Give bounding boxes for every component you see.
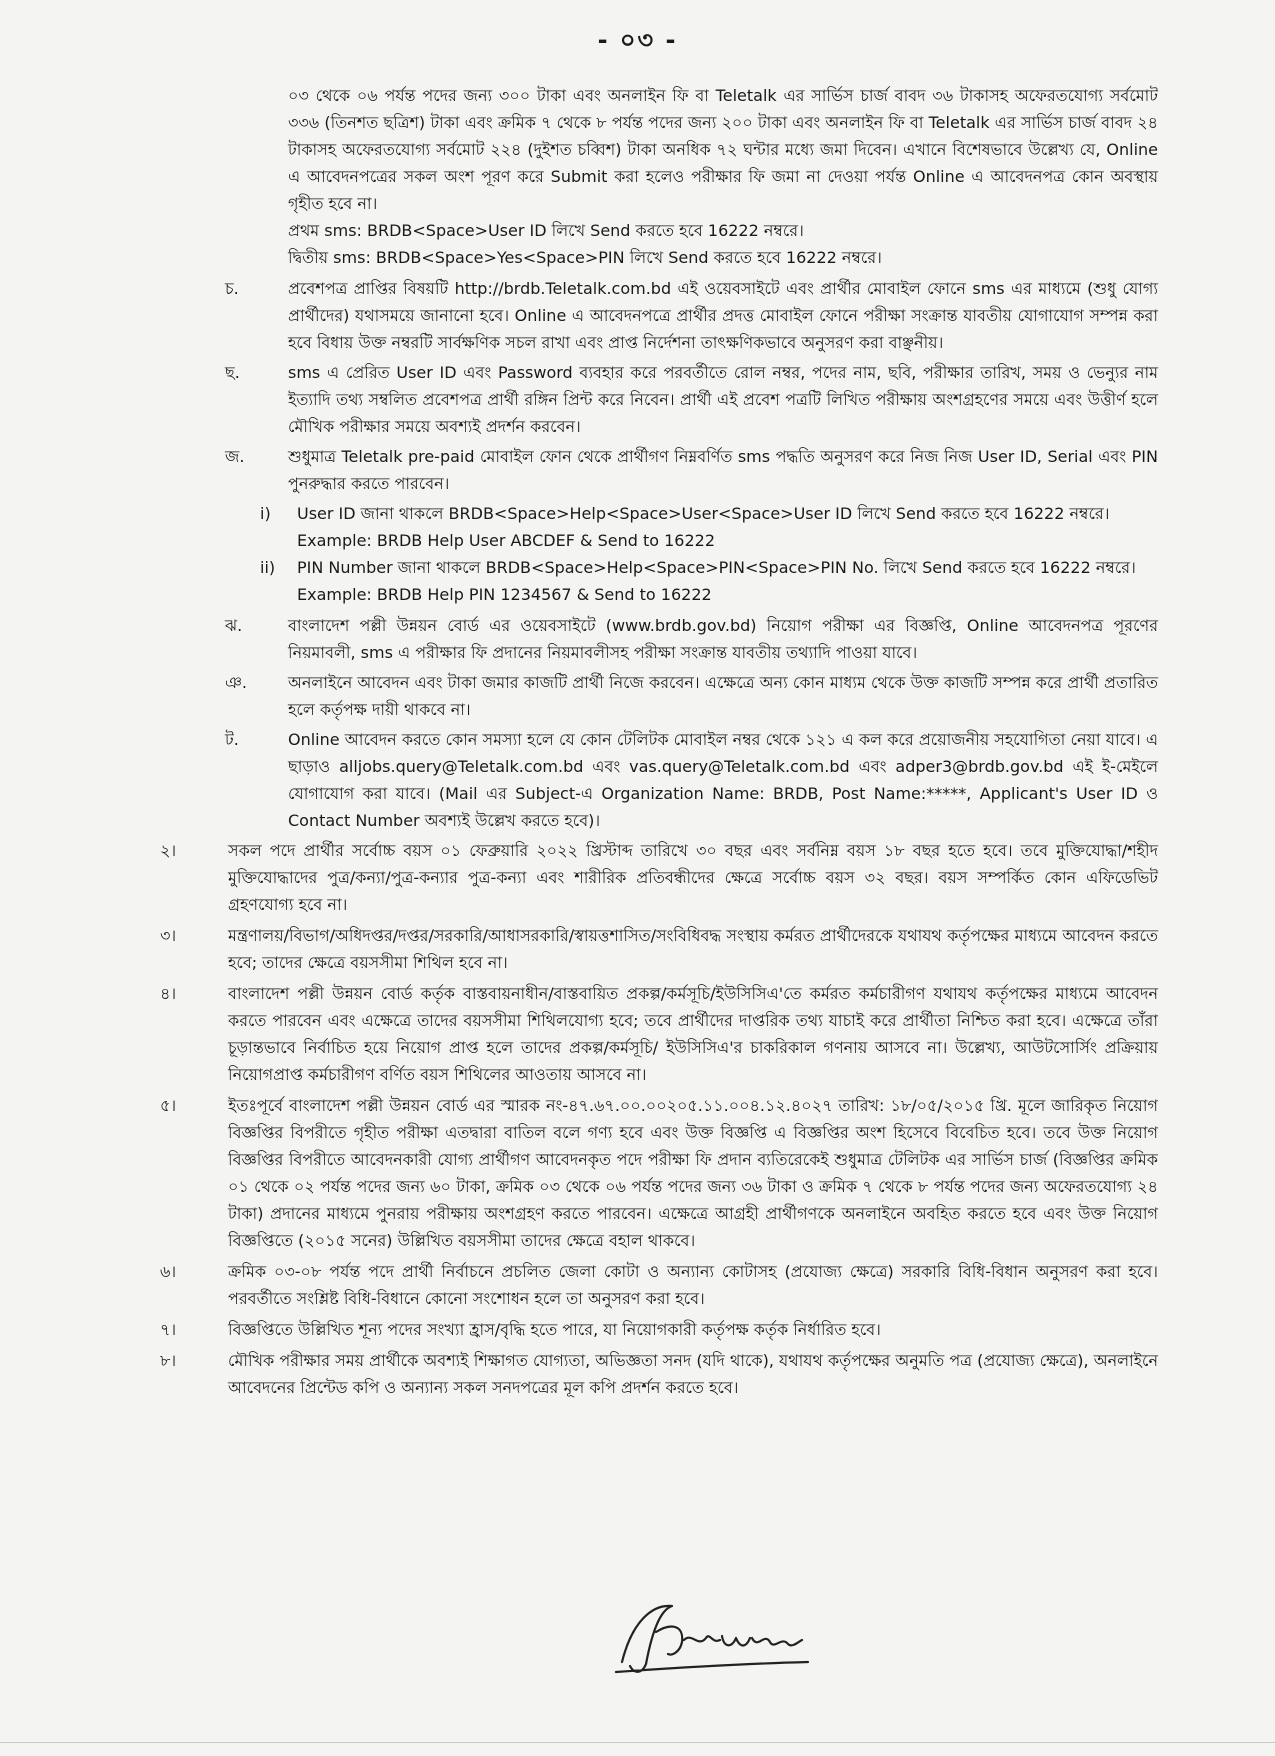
section-text: মন্ত্রণালয়/বিভাগ/অধিদপ্তর/দপ্তর/সরকারি/আধাসরকারি/স্বায়ত্তশাসিত/সংবিধিবদ্ধ সংস্থায় কর্মরত প্রার্থীদেরকে যথাযথ কর্তৃপক্ষের মাধ্যমে আবেদন করতে হবে; তাদের ক্ষেত্রে বয়সসীমা শিথিল হবে না। bbox=[228, 926, 1158, 972]
section-text: মৌখিক পরীক্ষার সময় প্রার্থীকে অবশ্যই শিক্ষাগত যোগ্যতা, অভিজ্ঞতা সনদ (যদি থাকে), যথাযথ কর্তৃপক্ষের অনুমতি পত্র (প্রযোজ্য ক্ষেত্রে), অনলাইনে আবেদনের প্রিন্টেড কপি ও অন্যান্য সকল সনদপত্রের মূল কপি প্রদর্শন করতে হবে। bbox=[228, 1351, 1158, 1397]
document-body bbox=[0, 82, 1275, 1405]
section-marker: ২। bbox=[160, 841, 177, 860]
section-marker: ৩। bbox=[160, 926, 177, 945]
clause-marker: জ. bbox=[225, 447, 245, 466]
recovery-text: User ID জানা থাকলে BRDB<Space>Help<Space>User<Space>User ID লিখে Send করতে হবে 16222 নম্বরে। bbox=[297, 504, 1110, 523]
recovery-example: Example: BRDB Help PIN 1234567 & Send to 16222 bbox=[297, 585, 712, 604]
section-3 bbox=[160, 922, 1158, 976]
clause-ja bbox=[225, 443, 1158, 497]
clause-marker: চ. bbox=[225, 279, 239, 298]
recovery-marker: i) bbox=[260, 504, 271, 523]
section-marker: ৪। bbox=[160, 984, 177, 1003]
section-2 bbox=[160, 837, 1158, 918]
clause-text: অনলাইনে আবেদন এবং টাকা জমার কাজটি প্রার্থী নিজে করবেন। এক্ষেত্রে অন্য কোন মাধ্যম থেকে উক্ত কাজটি সম্পন্ন করে প্রার্থী প্রতারিত হলে কর্তৃপক্ষ দায়ী থাকবে না। bbox=[288, 673, 1158, 719]
section-6 bbox=[160, 1258, 1158, 1312]
clause-jha bbox=[225, 612, 1158, 666]
clause-ta bbox=[225, 726, 1158, 834]
sms-first: প্রথম sms: BRDB<Space>User ID লিখে Send করতে হবে 16222 নম্বরে। bbox=[288, 221, 804, 240]
clause-nya bbox=[225, 669, 1158, 723]
clause-marker: ছ. bbox=[225, 363, 240, 382]
signature bbox=[612, 1592, 812, 1682]
clause-text: Online আবেদন করতে কোন সমস্যা হলে যে কোন টেলিটক মোবাইল নম্বর থেকে ১২১ এ কল করে প্রয়োজনীয় সহযোগিতা নেয়া যাবে। এ ছাড়াও alljobs.query@Teletalk.com.bd এবং vas.query@Teletalk.com.bd এবং adper3@brdb.gov.bd এই ই-মেইলে যোগাযোগ করা যাবে। (Mail এর Subject-এ Organization Name: BRDB, Post Name:*****, Applicant's User ID ও Contact Number অবশ্যই উল্লেখ করতে হবে)। bbox=[288, 730, 1158, 830]
intro-paragraph: ০৩ থেকে ০৬ পর্যন্ত পদের জন্য ৩০০ টাকা এবং অনলাইন ফি বা Teletalk এর সার্ভিস চার্জ বাবদ ৩৬ টাকাসহ অফেরতযোগ্য সর্বমোট ৩৩৬ (তিনশত ছত্রিশ) টাকা এবং ক্রমিক ৭ থেকে ৮ পর্যন্ত পদের জন্য ২০০ টাকা এবং অনলাইন ফি বা Teletalk এর সার্ভিস চার্জ বাবদ ২৪ টাকাসহ অফেরতযোগ্য সর্বমোট ২২৪ (দুইশত চব্বিশ) টাকা অনধিক ৭২ ঘন্টার মধ্যে জমা দিবেন। এখানে বিশেষভাবে উল্লেখ্য যে, Online এ আবেদনপত্রের সকল অংশ পূরণ করে Submit করা হলেও পরীক্ষার ফি জমা না দেওয়া পর্যন্ত Online এ আবেদনপত্র কোন অবস্থায় গৃহীত হবে না। bbox=[288, 86, 1158, 213]
clause-marker: ট. bbox=[225, 730, 239, 749]
clause-text: বাংলাদেশ পল্লী উন্নয়ন বোর্ড এর ওয়েবসাইটে (www.brdb.gov.bd) নিয়োগ পরীক্ষা এর বিজ্ঞপ্তি, Online আবেদনপত্র পূরণের নিয়মাবলী, sms এ পরীক্ষার ফি প্রদানের নিয়মাবলীসহ পরীক্ষা সংক্রান্ত যাবতীয় তথ্যাদি পাওয়া যাবে। bbox=[288, 616, 1158, 662]
recovery-user-id bbox=[260, 500, 1158, 527]
section-7 bbox=[160, 1316, 1158, 1343]
clause-chha bbox=[225, 359, 1158, 440]
recovery-marker: ii) bbox=[260, 558, 276, 577]
section-text: বিজ্ঞপ্তিতে উল্লিখিত শূন্য পদের সংখ্যা হ্রাস/বৃদ্ধি হতে পারে, যা নিয়োগকারী কর্তৃপক্ষ কর্তৃক নির্ধারিত হবে। bbox=[228, 1320, 881, 1339]
page-edge-line bbox=[0, 1742, 1275, 1743]
section-marker: ৭। bbox=[160, 1320, 177, 1339]
section-marker: ৮। bbox=[160, 1351, 177, 1370]
section-text: ক্রমিক ০৩-০৮ পর্যন্ত পদে প্রার্থী নির্বাচনে প্রচলিত জেলা কোটা ও অন্যান্য কোটাসহ (প্রযোজ্য ক্ষেত্রে) সরকারি বিধি-বিধান অনুসরণ করা হবে। পরবর্তীতে সংশ্লিষ্ট বিধি-বিধানে কোনো সংশোধন হলে তা অনুসরণ করা হবে। bbox=[228, 1262, 1158, 1308]
section-text: সকল পদে প্রার্থীর সর্বোচ্চ বয়স ০১ ফেব্রুয়ারি ২০২২ খ্রিস্টাব্দ তারিখে ৩০ বছর এবং সর্বনিম্ন বয়স ১৮ বছর হতে হবে। তবে মুক্তিযোদ্ধা/শহীদ মুক্তিযোদ্ধাদের পুত্র/কন্যা/পুত্র-কন্যার পুত্র-কন্যা এবং শারীরিক প্রতিবন্ধীদের ক্ষেত্রে সর্বোচ্চ বয়স ৩২ বছর। বয়স সম্পর্কিত কোন এফিডেভিট গ্রহণযোগ্য হবে না। bbox=[228, 841, 1158, 914]
sms-second: দ্বিতীয় sms: BRDB<Space>Yes<Space>PIN লিখে Send করতে হবে 16222 নম্বরে। bbox=[288, 248, 882, 267]
section-4 bbox=[160, 980, 1158, 1088]
section-text: ইতঃপূর্বে বাংলাদেশ পল্লী উন্নয়ন বোর্ড এর স্মারক নং-৪৭.৬৭.০০.০০২০৫.১১.০০৪.১২.৪০২৭ তারিখ: ১৮/০৫/২০১৫ খ্রি. মূলে জারিকৃত নিয়োগ বিজ্ঞপ্তির বিপরীতে গৃহীত পরীক্ষা এতদ্বারা বাতিল বলে গণ্য হবে এবং উক্ত বিজ্ঞপ্তি এ বিজ্ঞপ্তির অংশ হিসেবে বিবেচিত হবে। তবে উক্ত নিয়োগ বিজ্ঞপ্তির বিপরীতে আবেদনকারী যোগ্য প্রার্থীগণ আবেদনকৃত পদে পরীক্ষা ফি প্রদান ব্যতিরেকেই শুধুমাত্র টেলিটক এর সার্ভিস চার্জ (বিজ্ঞপ্তির ক্রমিক ০১ থেকে ০২ পর্যন্ত পদের জন্য ৬০ টাকা, ক্রমিক ০৩ থেকে ০৬ পর্যন্ত পদের জন্য ৩৬ টাকা ও ক্রমিক ৭ থেকে ৮ পর্যন্ত পদের জন্য অফেরতযোগ্য ২৪ টাকা) প্রদানের মাধ্যমে পুনরায় পরীক্ষায় অংশগ্রহণ করতে পারবেন। এক্ষেত্রে আগ্রহী প্রার্থীগণকে অনলাইনে অবহিত করতে হবে এবং উক্ত নিয়োগ বিজ্ঞপ্তিতে (২০১৫ সনের) উল্লিখিত বয়সসীমা তাদের ক্ষেত্রে বহাল থাকবে। bbox=[228, 1096, 1158, 1250]
clause-text: sms এ প্রেরিত User ID এবং Password ব্যবহার করে পরবর্তীতে রোল নম্বর, পদের নাম, ছবি, পরীক্ষার তারিখ, সময় ও ভেন্যুর নাম ইত্যাদি তথ্য সম্বলিত প্রবেশপত্র প্রার্থী রঙ্গিন প্রিন্ট করে নিবেন। প্রার্থী এই প্রবেশ পত্রটি লিখিত পরীক্ষায় অংশগ্রহণের সময়ে এবং উত্তীর্ণ হলে মৌখিক পরীক্ষার সময়ে অবশ্যই প্রদর্শন করবেন। bbox=[288, 363, 1158, 436]
section-marker: ৫। bbox=[160, 1096, 177, 1115]
recovery-text: PIN Number জানা থাকলে BRDB<Space>Help<Space>PIN<Space>PIN No. লিখে Send করতে হবে 16222 নম্বরে। bbox=[297, 558, 1136, 577]
section-5 bbox=[160, 1092, 1158, 1254]
clause-text: শুধুমাত্র Teletalk pre-paid মোবাইল ফোন থেকে প্রার্থীগণ নিম্নবর্ণিত sms পদ্ধতি অনুসরণ করে নিজ নিজ User ID, Serial এবং PIN পুনরুদ্ধার করতে পারবেন। bbox=[288, 447, 1158, 493]
section-text: বাংলাদেশ পল্লী উন্নয়ন বোর্ড কর্তৃক বাস্তবায়নাধীন/বাস্তবায়িত প্রকল্প/কর্মসূচি/ইউসিসিএ'তে কর্মরত কর্মচারীগণ যথাযথ কর্তৃপক্ষের মাধ্যমে আবেদন করতে পারবেন এবং এক্ষেত্রে তাদের বয়সসীমা শিথিলযোগ্য হবে; তবে প্রার্থীদের দাপ্তরিক তথ্য যাচাই করে প্রার্থীতা নিশ্চিত করা হবে। এক্ষেত্রে তাঁরা চূড়ান্তভাবে নির্বাচিত হয়ে নিয়োগ প্রাপ্ত হলে তাদের প্রকল্প/কর্মসূচি/ ইউসিসিএ'র চাকরিকাল গণনায় আসবে না। উল্লেখ্য, আউটসোর্সিং প্রক্রিয়ায় নিয়োগপ্রাপ্ত কর্মচারীগণ বর্ণিত বয়স শিথিলের আওতায় আসবে না। bbox=[228, 984, 1158, 1084]
clause-cha bbox=[225, 275, 1158, 356]
section-8 bbox=[160, 1347, 1158, 1401]
section-marker: ৬। bbox=[160, 1262, 177, 1281]
clause-marker: ঞ. bbox=[225, 673, 247, 692]
recovery-pin bbox=[260, 554, 1158, 581]
recovery-example: Example: BRDB Help User ABCDEF & Send to 16222 bbox=[297, 531, 716, 550]
clause-text: প্রবেশপত্র প্রাপ্তির বিষয়টি http://brdb.Teletalk.com.bd এই ওয়েবসাইটে এবং প্রার্থীর মোবাইল ফোনে sms এর মাধ্যমে (শুধু যোগ্য প্রার্থীদের) যথাসময়ে জানানো হবে। Online এ আবেদনপত্রে প্রার্থীর প্রদত্ত মোবাইল ফোনে পরীক্ষা সংক্রান্ত যাবতীয় যোগাযোগ সম্পন্ন করা হবে বিধায় উক্ত নম্বরটি সার্বক্ষণিক সচল রাখা এবং প্রাপ্ত নির্দেশনা তাৎক্ষণিকভাবে অনুসরণ করা বাঞ্ছনীয়। bbox=[288, 279, 1158, 352]
clause-marker: ঝ. bbox=[225, 616, 243, 635]
page-number: - ০৩ - bbox=[597, 26, 678, 54]
